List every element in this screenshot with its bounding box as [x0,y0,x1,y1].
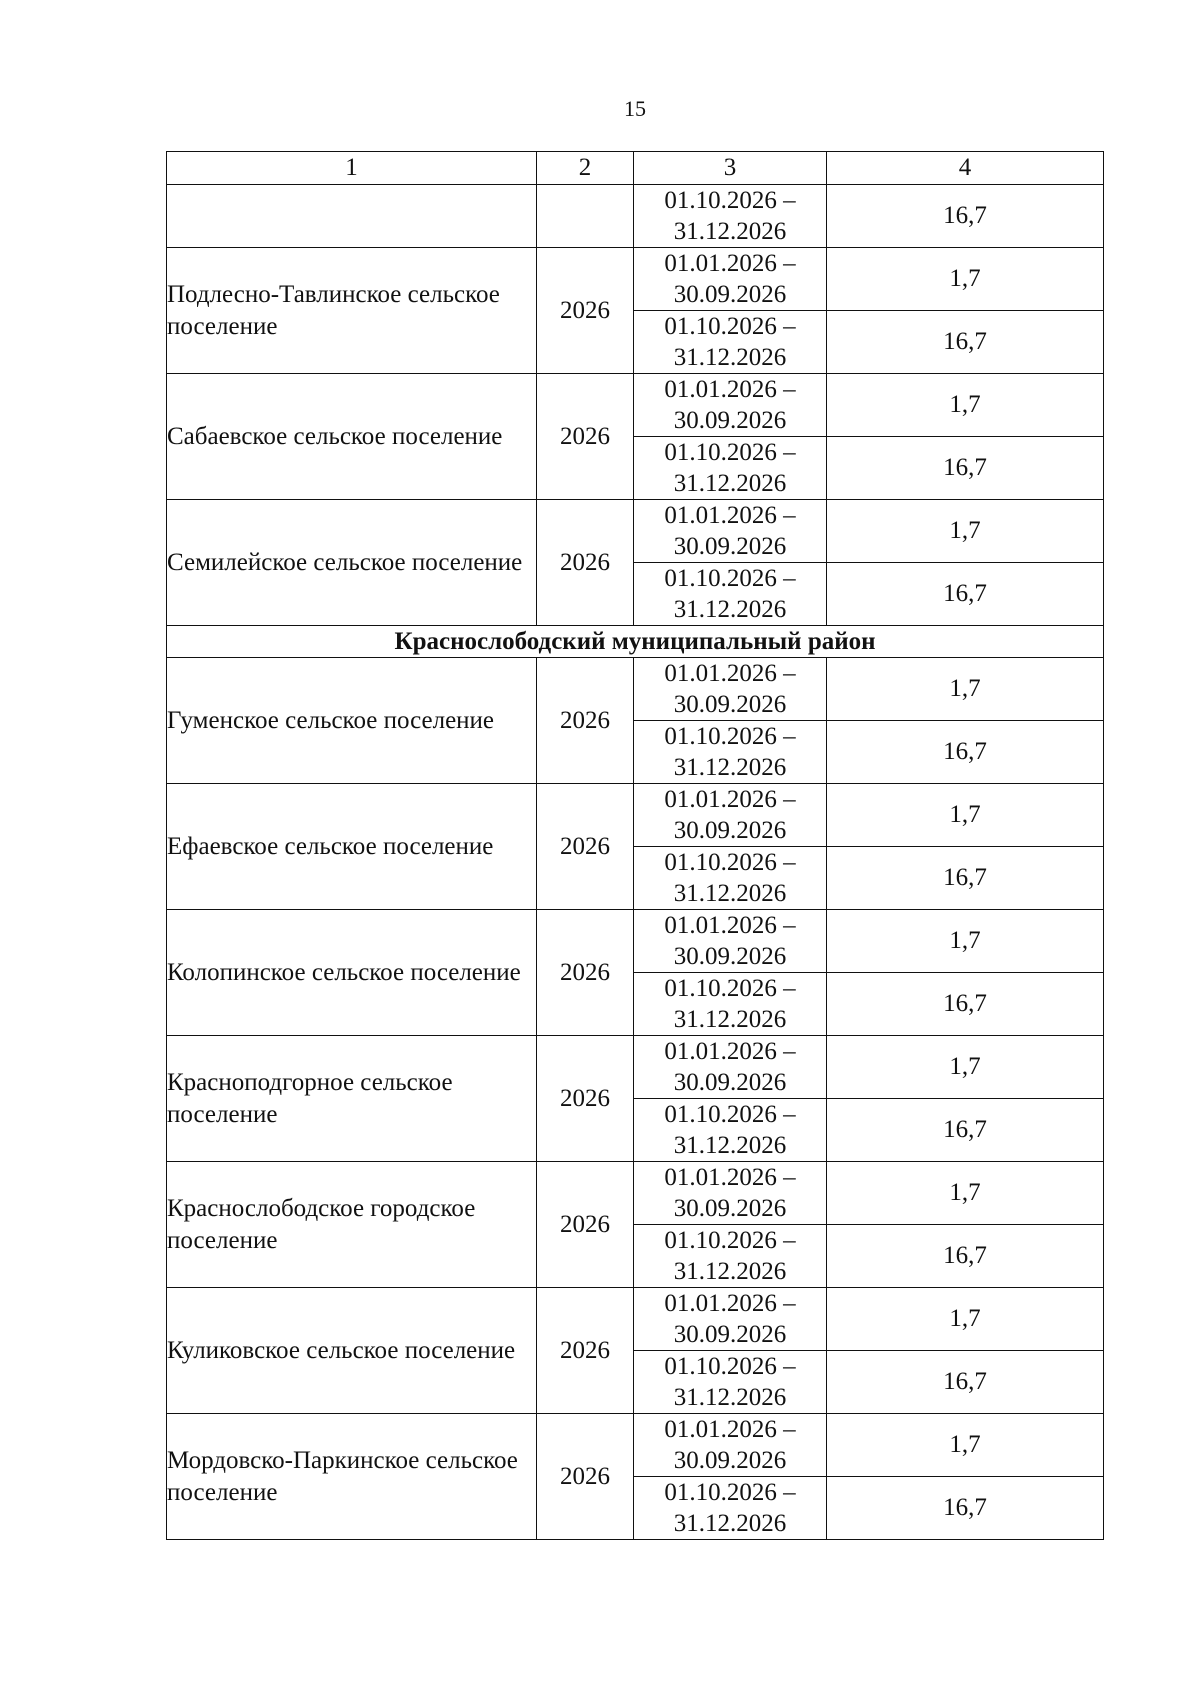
period-start: 01.10.2026 – [664,975,796,1002]
period-start: 01.01.2026 – [664,660,796,687]
table-row [167,1162,1104,1225]
period-cell [634,1351,827,1414]
table-header-row [167,152,1104,185]
period-cell [634,437,827,500]
rate-cell: 16,7 [827,1351,1104,1414]
period-start: 01.01.2026 – [664,1164,796,1191]
page-number: 15 [624,96,646,121]
year-cell: 2026 [537,784,634,910]
period-end: 31.12.2026 [673,1006,787,1033]
rate-cell: 1,7 [827,784,1104,847]
rate-cell: 16,7 [827,1477,1104,1540]
period-start: 01.10.2026 – [664,1353,796,1380]
year-cell [537,185,634,248]
period-cell [634,1036,827,1099]
period-start: 01.10.2026 – [664,1101,796,1128]
period-cell [634,721,827,784]
column-header-1: 1 [167,152,537,185]
period-end: 31.12.2026 [673,1132,787,1159]
period-start: 01.10.2026 – [664,1479,796,1506]
period-cell [634,563,827,626]
table-row [167,374,1104,437]
table-row [167,658,1104,721]
period-start: 01.10.2026 – [664,439,796,466]
table-body [167,185,1104,1540]
period-cell [634,973,827,1036]
period-start: 01.01.2026 – [664,250,796,277]
period-end: 31.12.2026 [673,1258,787,1285]
settlement-name: Ефаевское сельское поселение [167,784,537,910]
period-start: 01.01.2026 – [664,1038,796,1065]
year-cell: 2026 [537,374,634,500]
period-start: 01.10.2026 – [664,723,796,750]
settlement-name: Краснослободское городское поселение [167,1162,537,1288]
period-cell [634,1099,827,1162]
period-cell [634,910,827,973]
year-cell: 2026 [537,1414,634,1540]
period-end: 30.09.2026 [673,407,787,434]
period-end: 31.12.2026 [673,218,787,245]
period-start: 01.10.2026 – [664,187,796,214]
period-end: 30.09.2026 [673,817,787,844]
table-row [167,500,1104,563]
period-end: 31.12.2026 [673,596,787,623]
year-cell: 2026 [537,1162,634,1288]
rate-cell: 1,7 [827,1414,1104,1477]
year-cell: 2026 [537,910,634,1036]
rate-cell: 16,7 [827,847,1104,910]
settlement-name: Куликовское сельское поселение [167,1288,537,1414]
settlement-name: Семилейское сельское поселение [167,500,537,626]
settlement-name: Сабаевское сельское поселение [167,374,537,500]
table-row [167,1414,1104,1477]
period-cell [634,1288,827,1351]
period-start: 01.10.2026 – [664,313,796,340]
rate-cell: 1,7 [827,910,1104,973]
rate-cell: 16,7 [827,185,1104,248]
rate-cell: 16,7 [827,721,1104,784]
period-start: 01.01.2026 – [664,912,796,939]
period-cell [634,185,827,248]
rate-cell: 16,7 [827,437,1104,500]
settlement-name: Подлесно-Тавлинское сельское поселение [167,248,537,374]
period-cell [634,500,827,563]
period-cell [634,311,827,374]
period-end: 30.09.2026 [673,1069,787,1096]
year-cell: 2026 [537,248,634,374]
period-end: 31.12.2026 [673,880,787,907]
period-end: 31.12.2026 [673,754,787,781]
period-start: 01.01.2026 – [664,502,796,529]
year-cell: 2026 [537,658,634,784]
period-end: 30.09.2026 [673,1321,787,1348]
period-end: 31.12.2026 [673,1384,787,1411]
period-cell [634,658,827,721]
period-end: 30.09.2026 [673,281,787,308]
period-end: 31.12.2026 [673,470,787,497]
period-end: 30.09.2026 [673,691,787,718]
column-header-4: 4 [827,152,1104,185]
table-row [167,910,1104,973]
period-start: 01.01.2026 – [664,1416,796,1443]
period-end: 30.09.2026 [673,943,787,970]
rate-cell: 1,7 [827,248,1104,311]
district-heading: Краснослободский муниципальный район [167,626,1104,658]
rate-cell: 1,7 [827,1288,1104,1351]
table-row [167,1036,1104,1099]
table-row [167,248,1104,311]
column-header-3: 3 [634,152,827,185]
settlement-name: Колопинское сельское поселение [167,910,537,1036]
period-start: 01.10.2026 – [664,849,796,876]
period-cell [634,1225,827,1288]
period-start: 01.10.2026 – [664,565,796,592]
period-cell [634,1414,827,1477]
tariff-table [166,151,1104,1540]
year-cell: 2026 [537,1288,634,1414]
rate-cell: 16,7 [827,973,1104,1036]
column-header-2: 2 [537,152,634,185]
period-cell [634,784,827,847]
district-row [167,626,1104,658]
year-cell: 2026 [537,500,634,626]
period-cell [634,248,827,311]
period-end: 30.09.2026 [673,1447,787,1474]
period-end: 31.12.2026 [673,1510,787,1537]
rate-cell: 1,7 [827,658,1104,721]
period-end: 30.09.2026 [673,1195,787,1222]
period-cell [634,1477,827,1540]
rate-cell: 16,7 [827,563,1104,626]
settlement-name: Гуменское сельское поселение [167,658,537,784]
period-cell [634,374,827,437]
period-end: 31.12.2026 [673,344,787,371]
table-row [167,1288,1104,1351]
period-cell [634,1162,827,1225]
continuation-row [167,185,1104,248]
year-cell: 2026 [537,1036,634,1162]
period-start: 01.10.2026 – [664,1227,796,1254]
settlement-name [167,185,537,248]
rate-cell: 1,7 [827,374,1104,437]
period-cell [634,847,827,910]
period-start: 01.01.2026 – [664,1290,796,1317]
rate-cell: 16,7 [827,1225,1104,1288]
settlement-name: Красноподгорное сельское поселение [167,1036,537,1162]
period-start: 01.01.2026 – [664,786,796,813]
period-end: 30.09.2026 [673,533,787,560]
rate-cell: 1,7 [827,1036,1104,1099]
rate-cell: 1,7 [827,1162,1104,1225]
rate-cell: 16,7 [827,1099,1104,1162]
period-start: 01.01.2026 – [664,376,796,403]
settlement-name: Мордовско-Паркинское сельское поселение [167,1414,537,1540]
rate-cell: 16,7 [827,311,1104,374]
rate-cell: 1,7 [827,500,1104,563]
table-row [167,784,1104,847]
